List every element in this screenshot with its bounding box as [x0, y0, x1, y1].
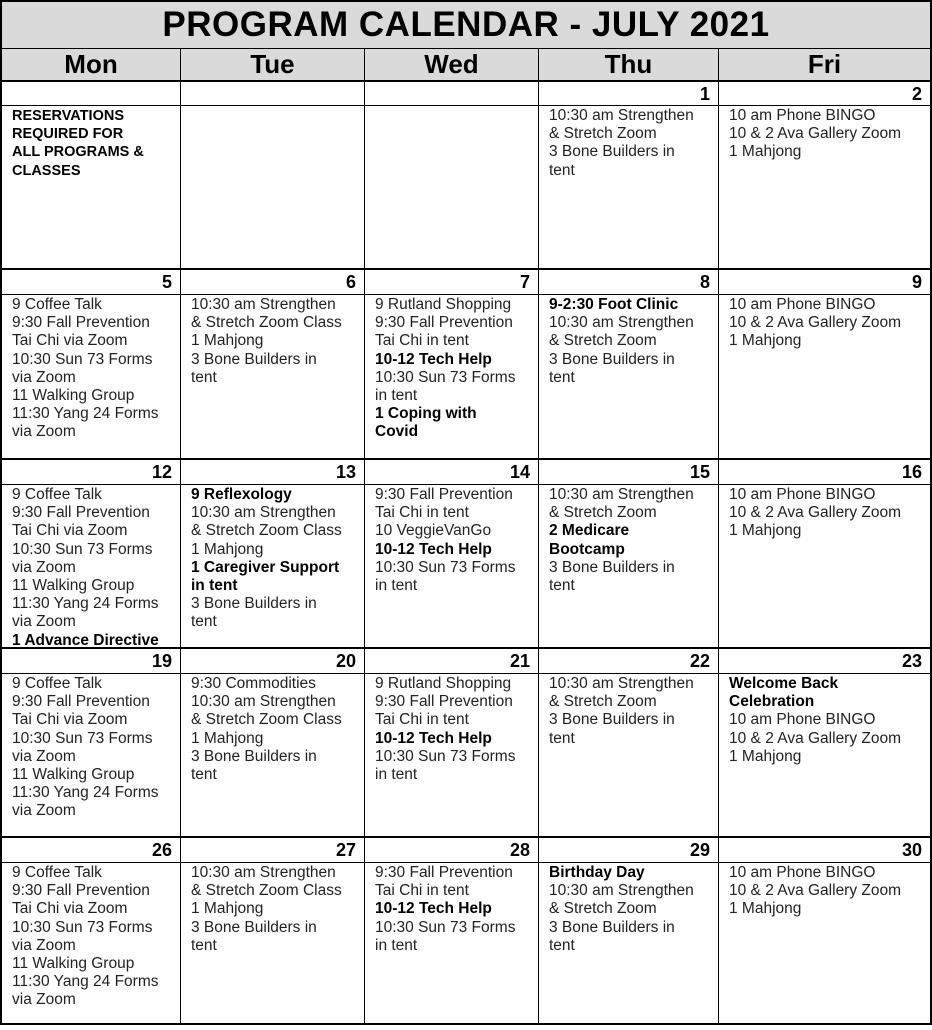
day-number: 13 — [181, 460, 365, 485]
event-line: Tai Chi via Zoom — [12, 900, 128, 918]
day-number: 27 — [181, 838, 365, 863]
event-line: 9 Rutland Shopping — [375, 296, 512, 313]
calendar-title: PROGRAM CALENDAR - JULY 2021 — [0, 0, 932, 49]
event-line: 10-12 Tech Help — [375, 350, 492, 368]
event-line: 3 Bone Builders in — [191, 918, 317, 936]
event-line: via Zoom — [12, 802, 76, 820]
event-line: via Zoom — [12, 613, 76, 631]
event-line: 1 Caregiver Support — [191, 558, 340, 576]
event-line: 9:30 Fall Prevention — [12, 693, 150, 711]
event-line: 9:30 Fall Prevention — [375, 486, 513, 503]
event-line: Tai Chi in tent — [375, 711, 469, 729]
day-cell-events — [0, 295, 181, 460]
event-line: 11:30 Yang 24 Forms — [12, 784, 159, 802]
day-number: 16 — [719, 460, 932, 485]
event-line: & Stretch Zoom — [549, 900, 657, 918]
event-line: Covid — [375, 423, 419, 441]
event-line: 10:30 Sun 73 Forms — [12, 540, 153, 558]
day-cell-events — [181, 485, 365, 649]
event-line: CLASSES — [12, 162, 81, 179]
event-line: 9 Coffee Talk — [12, 864, 102, 881]
event-line: in tent — [375, 577, 418, 595]
event-line: 1 Mahjong — [191, 900, 264, 918]
event-line: & Stretch Zoom Class — [191, 882, 342, 900]
event-line: tent — [549, 936, 575, 954]
event-line: 10-12 Tech Help — [375, 900, 492, 918]
day-cell-events — [539, 485, 719, 649]
day-number: 20 — [181, 649, 365, 674]
event-line: Tai Chi via Zoom — [12, 711, 128, 729]
event-line: 3 Bone Builders in — [549, 350, 675, 368]
event-line: in tent — [375, 936, 418, 954]
day-cell-events — [0, 106, 181, 270]
event-line: 10 am Phone BINGO — [729, 864, 876, 881]
event-line: 10:30 Sun 73 Forms — [12, 918, 153, 936]
event-line: 10 & 2 Ava Gallery Zoom — [729, 882, 902, 900]
day-number: 8 — [539, 270, 719, 295]
event-line: 1 Mahjong — [729, 522, 802, 540]
weekday-header-fri: Fri — [719, 49, 932, 82]
event-line: 10:30 am Strengthen — [191, 864, 336, 881]
day-cell-events — [719, 106, 932, 270]
day-cell-events — [539, 106, 719, 270]
event-line: 9:30 Fall Prevention — [375, 314, 513, 332]
event-line: 11 Walking Group — [12, 577, 135, 595]
day-cell-events — [0, 863, 181, 1025]
day-number: 1 — [539, 82, 719, 106]
event-line: Birthday Day — [549, 864, 645, 881]
event-line: 1 Mahjong — [191, 332, 264, 350]
event-line: 3 Bone Builders in — [191, 350, 317, 368]
event-line: 9:30 Fall Prevention — [12, 882, 150, 900]
event-line: & Stretch Zoom Class — [191, 522, 342, 540]
event-line: 3 Bone Builders in — [549, 558, 675, 576]
day-cell-events — [0, 674, 181, 838]
event-line: via Zoom — [12, 747, 76, 765]
event-line: 9:30 Fall Prevention — [375, 693, 513, 711]
event-line: 9 Coffee Talk — [12, 296, 102, 313]
event-line: 10:30 Sun 73 Forms — [375, 368, 516, 386]
day-number: 28 — [365, 838, 539, 863]
event-line: & Stretch Zoom — [549, 332, 657, 350]
event-line: & Stretch Zoom — [549, 693, 657, 711]
event-line: 10:30 am Strengthen — [191, 693, 336, 711]
day-number: 6 — [181, 270, 365, 295]
event-line: 10:30 Sun 73 Forms — [375, 747, 516, 765]
day-cell-events — [181, 106, 365, 270]
day-number: 7 — [365, 270, 539, 295]
event-line: 10-12 Tech Help — [375, 729, 492, 747]
day-number: 30 — [719, 838, 932, 863]
day-number — [365, 82, 539, 106]
event-line: REQUIRED FOR — [12, 126, 124, 143]
day-cell-events — [539, 674, 719, 838]
event-line: Welcome Back — [729, 675, 839, 692]
day-cell-events — [181, 674, 365, 838]
event-line: 10:30 Sun 73 Forms — [12, 729, 153, 747]
event-line: 9 Reflexology — [191, 486, 292, 503]
event-line: 1 Mahjong — [191, 729, 264, 747]
weekday-header-thu: Thu — [539, 49, 719, 82]
event-line: 9 Coffee Talk — [12, 486, 102, 503]
day-cell-events — [0, 485, 181, 649]
event-line: 10 & 2 Ava Gallery Zoom — [729, 729, 902, 747]
day-number: 12 — [0, 460, 181, 485]
event-line: 11 Walking Group — [12, 387, 135, 405]
event-line: Tai Chi via Zoom — [12, 522, 128, 540]
day-number — [181, 82, 365, 106]
event-line: via Zoom — [12, 936, 76, 954]
day-cell-events — [719, 295, 932, 460]
event-line: 10:30 am Strengthen — [191, 504, 336, 522]
event-line: 3 Bone Builders in — [191, 595, 317, 613]
event-line: 11:30 Yang 24 Forms — [12, 405, 159, 423]
event-line: 10:30 Sun 73 Forms — [375, 558, 516, 576]
day-number: 29 — [539, 838, 719, 863]
day-number: 14 — [365, 460, 539, 485]
event-line: & Stretch Zoom Class — [191, 314, 342, 332]
day-cell-events — [539, 863, 719, 1025]
event-line: & Stretch Zoom — [549, 504, 657, 522]
event-line: in tent — [191, 577, 238, 595]
event-line: 9-2:30 Foot Clinic — [549, 296, 679, 313]
event-line: 3 Bone Builders in — [549, 711, 675, 729]
event-line: 10 & 2 Ava Gallery Zoom — [729, 504, 902, 522]
event-line: 10:30 am Strengthen — [549, 314, 694, 332]
weekday-header-tue: Tue — [181, 49, 365, 82]
event-line: 1 Mahjong — [729, 143, 802, 161]
event-line: 10 VeggieVanGo — [375, 522, 492, 540]
day-number: 9 — [719, 270, 932, 295]
day-cell-events — [719, 674, 932, 838]
event-line: Tai Chi in tent — [375, 882, 469, 900]
day-cell-events — [365, 674, 539, 838]
day-cell-events — [539, 295, 719, 460]
event-line: tent — [549, 161, 575, 179]
event-line: via Zoom — [12, 558, 76, 576]
event-line: 3 Bone Builders in — [549, 918, 675, 936]
day-cell-events — [181, 295, 365, 460]
event-line: 10:30 am Strengthen — [549, 882, 694, 900]
event-line: 2 Medicare — [549, 522, 630, 540]
event-line: 11:30 Yang 24 Forms — [12, 595, 159, 613]
event-line: tent — [191, 936, 217, 954]
event-line: 10:30 am Strengthen — [191, 296, 336, 313]
day-number: 21 — [365, 649, 539, 674]
event-line: 9 Coffee Talk — [12, 675, 102, 692]
event-line: 10 am Phone BINGO — [729, 107, 876, 124]
day-number: 22 — [539, 649, 719, 674]
event-line: 9 Rutland Shopping — [375, 675, 512, 692]
event-line: in tent — [375, 766, 418, 784]
weekday-header-mon: Mon — [0, 49, 181, 82]
event-line: tent — [191, 766, 217, 784]
event-line: 10:30 Sun 73 Forms — [12, 350, 153, 368]
event-line: 9:30 Fall Prevention — [12, 314, 150, 332]
event-line: Bootcamp — [549, 540, 625, 558]
event-line: & Stretch Zoom — [549, 125, 657, 143]
event-line: 3 Bone Builders in — [549, 143, 675, 161]
event-line: 10 am Phone BINGO — [729, 296, 876, 313]
day-cell-events — [365, 295, 539, 460]
event-line: 11 Walking Group — [12, 955, 135, 973]
event-line: 10 am Phone BINGO — [729, 711, 876, 729]
day-number: 26 — [0, 838, 181, 863]
event-line: 1 Mahjong — [729, 747, 802, 765]
weekday-header-wed: Wed — [365, 49, 539, 82]
event-line: 10:30 am Strengthen — [549, 486, 694, 503]
event-line: RESERVATIONS — [12, 108, 124, 124]
day-cell-events — [181, 863, 365, 1025]
day-number: 2 — [719, 82, 932, 106]
event-line: tent — [191, 368, 217, 386]
event-line: tent — [549, 729, 575, 747]
event-line: Tai Chi via Zoom — [12, 332, 128, 350]
day-number: 5 — [0, 270, 181, 295]
event-line: 10:30 am Strengthen — [549, 107, 694, 124]
event-line: Celebration — [729, 693, 815, 711]
event-line: Tai Chi in tent — [375, 332, 469, 350]
day-number — [0, 82, 181, 106]
day-cell-events — [365, 863, 539, 1025]
event-line: via Zoom — [12, 423, 76, 441]
event-line: 11:30 Yang 24 Forms — [12, 973, 159, 991]
day-cell-events — [719, 485, 932, 649]
event-line: 10 am Phone BINGO — [729, 486, 876, 503]
event-line: 1 Advance Directive — [12, 631, 159, 649]
event-line: via Zoom — [12, 991, 76, 1009]
event-line: 10-12 Tech Help — [375, 540, 492, 558]
event-line: 1 Coping with — [375, 405, 477, 423]
day-number: 15 — [539, 460, 719, 485]
event-line: 10:30 am Strengthen — [549, 675, 694, 692]
event-line: tent — [191, 613, 217, 631]
day-number: 19 — [0, 649, 181, 674]
event-line: in tent — [375, 387, 418, 405]
event-line: & Stretch Zoom Class — [191, 711, 342, 729]
event-line: via Zoom — [12, 368, 76, 386]
event-line: tent — [549, 368, 575, 386]
event-line: 1 Mahjong — [729, 900, 802, 918]
event-line: 9:30 Fall Prevention — [12, 504, 150, 522]
event-line: 1 Mahjong — [729, 332, 802, 350]
event-line: 9:30 Commodities — [191, 675, 316, 692]
day-cell-events — [365, 485, 539, 649]
event-line: ALL PROGRAMS & — [12, 144, 144, 161]
event-line: 10 & 2 Ava Gallery Zoom — [729, 125, 902, 143]
event-line: 1 Mahjong — [191, 540, 264, 558]
day-cell-events — [365, 106, 539, 270]
day-cell-events — [719, 863, 932, 1025]
event-line: 10 & 2 Ava Gallery Zoom — [729, 314, 902, 332]
event-line: 11 Walking Group — [12, 766, 135, 784]
event-line: 10:30 Sun 73 Forms — [375, 918, 516, 936]
day-number: 23 — [719, 649, 932, 674]
event-line: 9:30 Fall Prevention — [375, 864, 513, 881]
event-line: 3 Bone Builders in — [191, 747, 317, 765]
event-line: Tai Chi in tent — [375, 504, 469, 522]
event-line: tent — [549, 577, 575, 595]
